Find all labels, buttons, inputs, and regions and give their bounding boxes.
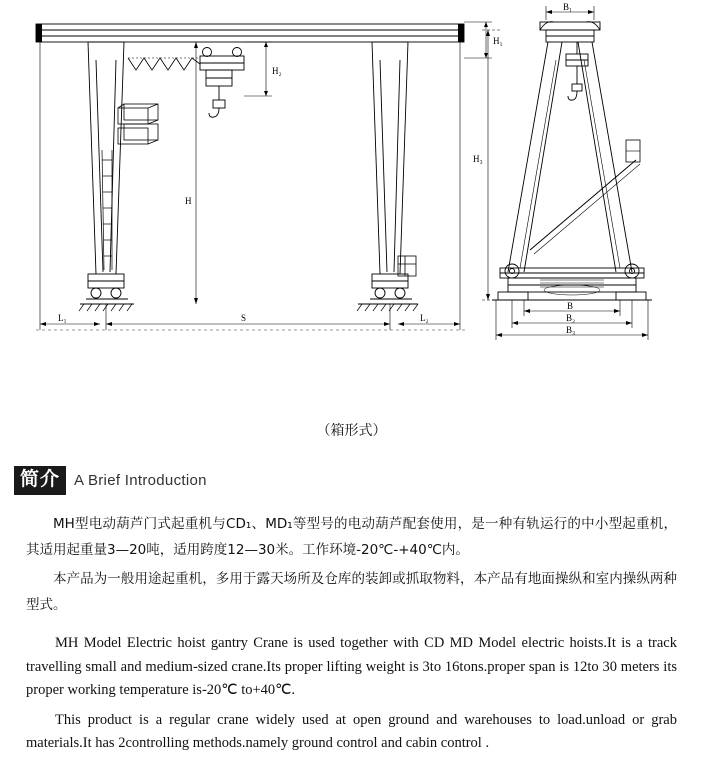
- dim-label-h2: H₂: [272, 66, 282, 76]
- dim-label-b2: B₂: [566, 313, 576, 323]
- dim-label-b: B: [567, 301, 574, 311]
- dim-label-h: H: [185, 196, 192, 206]
- dim-label-h1: H₁: [493, 36, 503, 46]
- section-title-cn: 简介: [14, 466, 66, 495]
- chinese-body: [26, 511, 677, 618]
- chinese-paragraph-2: 本产品为一般用途起重机，多用于露天场所及仓库的装卸或抓取物料，本产品有地面操纵和室内操纵两种型式。: [26, 570, 677, 613]
- section-title-en: A Brief Introduction: [74, 472, 207, 489]
- gantry-crane-drawing: [0, 0, 703, 360]
- dim-label-b3: B₃: [566, 325, 576, 335]
- english-paragraph-1: MH Model Electric hoist gantry Crane is used together with CD MD Model electric hoists.It is a track travelling small and medium-sized crane.Its proper lifting weight is 3to 16tons.proper span is 12to 30 meters its proper working temperature is-20℃ to+40℃.: [26, 635, 677, 699]
- figure-caption: （箱形式）: [316, 424, 387, 439]
- chinese-paragraph-1: MH型电动葫芦门式起重机与CD₁、MD₁等型号的电动葫芦配套使用，是一种有轨运行的中小型起重机，其适用起重量3—20吨，适用跨度12—30米。工作环境-20℃-+40℃内。: [26, 516, 677, 559]
- dim-label-h3: H₃: [473, 154, 483, 164]
- english-body: [26, 632, 677, 755]
- dim-label-b1: B₁: [563, 2, 573, 12]
- dim-label-l1: L₁: [58, 313, 67, 323]
- section-heading: [14, 466, 703, 495]
- technical-drawing: [0, 0, 703, 360]
- english-paragraph-2: This product is a regular crane widely used at open ground and warehouses to load.unload or grab materials.It has 2controlling methods.namely ground control and cabin control .: [26, 711, 677, 752]
- dim-label-s: S: [241, 313, 247, 323]
- dim-label-l2: L₂: [420, 313, 429, 323]
